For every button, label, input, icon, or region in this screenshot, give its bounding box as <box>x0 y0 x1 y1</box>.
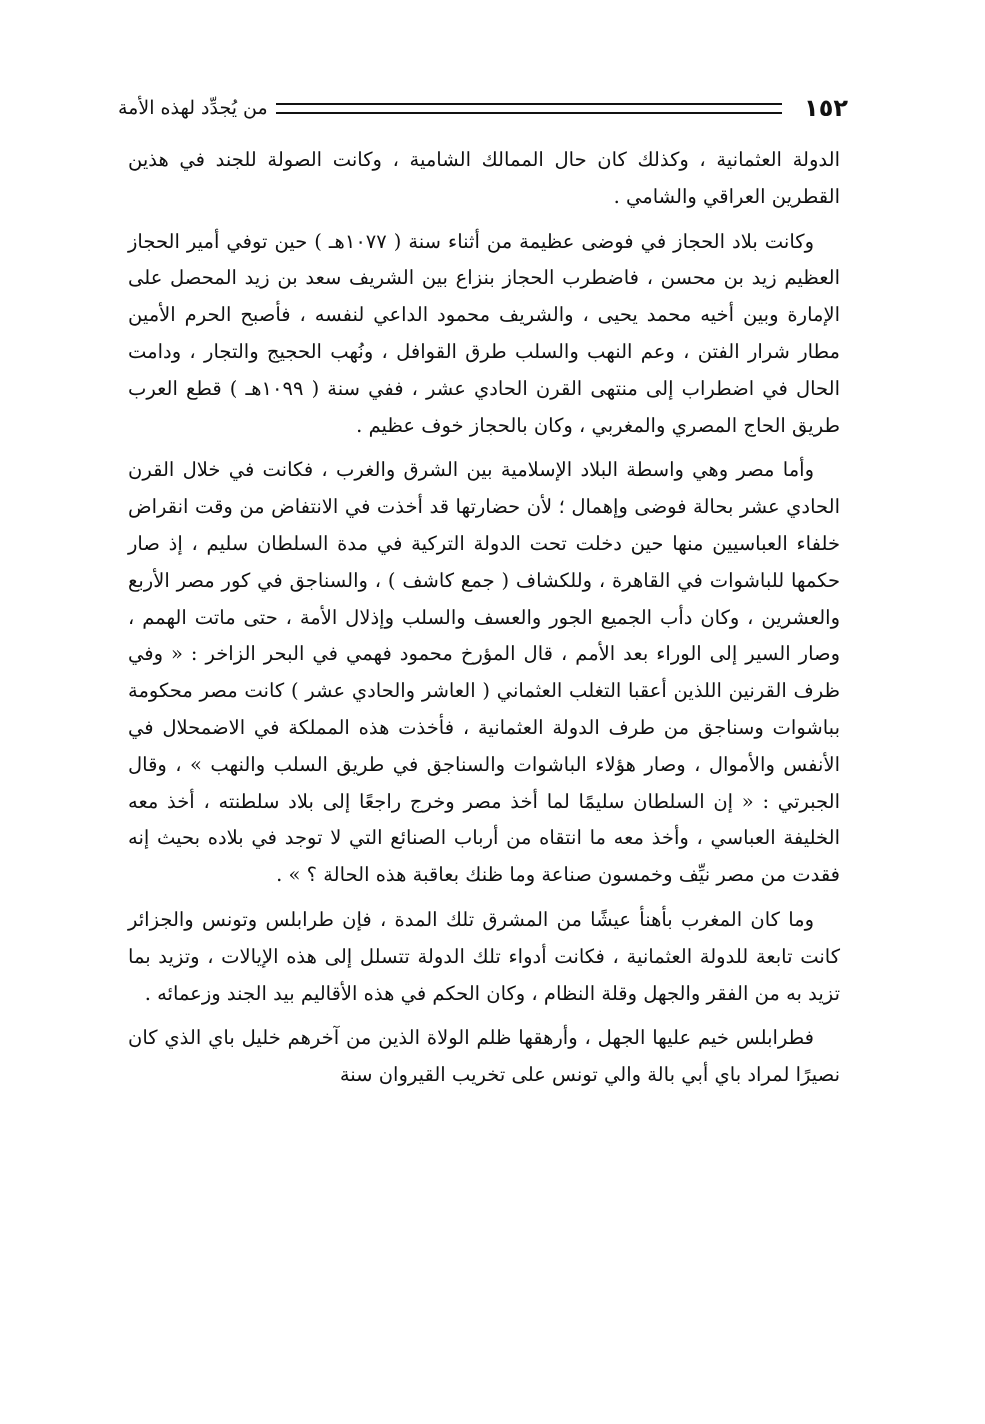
paragraph: وما كان المغرب بأهنأ عيشًا من المشرق تلك المدة ، فإن طرابلس وتونس والجزائر كانت تابعة للدولة العثمانية ، فكانت أدواء تلك الدولة تتسلل إلى هذه الإيالات ، وتزيد بما تزيد به من الفقر والجهل وقلة النظام ، وكان الحكم في هذه الأقاليم بيد الجند وزعمائه . <box>128 907 840 1005</box>
body-text <box>128 142 840 1094</box>
header-double-rule <box>276 103 782 114</box>
paragraph: الدولة العثمانية ، وكذلك كان حال الممالك الشامية ، وكانت الصولة للجند في هذين القطرين العراقي والشامي . <box>128 148 840 208</box>
running-title: من يُجدِّد لهذه الأمة <box>118 97 268 119</box>
paragraph: وأما مصر وهي واسطة البلاد الإسلامية بين الشرق والغرب ، فكانت في خلال القرن الحادي عشر بحالة فوضى وإهمال ؛ لأن حضارتها قد أخذت في الانتفاض من وقت انقراض خلفاء العباسيين منها حين دخلت تحت الدولة التركية في مدة السلطان سليم ، إذ صار حكمها للباشوات في القاهرة ، وللكشاف ( جمع كاشف ) ، والسناجق في كور مصر الأربع والعشرين ، وكان دأب الجميع الجور والعسف والسلب وإذلال الأمة ، حتى ماتت الهمم ، وصار السير إلى الوراء بعد الأمم ، قال المؤرخ محمود فهمي في البحر الزاخر : « وفي ظرف القرنين اللذين أعقبا التغلب العثماني ( العاشر والحادي عشر ) كانت مصر محكومة بباشوات وسناجق من طرف الدولة العثمانية ، فأخذت هذه المملكة في الاضمحلال في الأنفس والأموال ، وصار هؤلاء الباشوات والسناجق في طريق السلب والنهب » ، وقال الجبرتي : « إن السلطان سليمًا لما أخذ مصر وخرج راجعًا إلى بلاد سلطنته ، أخذ معه الخليفة العباسي ، وأخذ معه ما انتقاه من أرباب الصنائع التي لا توجد في بلاده بحيث إنه فقدت من مصر نيِّف وخمسون صناعة وما ظنك بعاقبة هذه الحالة ؟ » . <box>128 458 840 887</box>
page-number: ١٥٢ <box>804 94 848 122</box>
paragraph: فطرابلس خيم عليها الجهل ، وأرهقها ظلم الولاة الذين من آخرهم خليل باي الذي كان نصيرًا لمراد باي أبي بالة والي تونس على تخريب القيروان سنة <box>128 1026 840 1087</box>
paragraph: وكانت بلاد الحجاز في فوضى عظيمة من أثناء سنة ( ١٠٧٧هـ ) حين توفي أمير الحجاز العظيم زيد بن محسن ، فاضطرب الحجاز بنزاع بين الشريف سعد بن زيد المحصل على الإمارة وبين أخيه محمد يحيى ، والشريف محمود الداعي لنفسه ، فأصبح الحرم الأمين مطار شرار الفتن ، وعم النهب والسلب طرق القوافل ، ونُهب الحجيج والتجار ، ودامت الحال في اضطراب إلى منتهى القرن الحادي عشر ، ففي سنة ( ١٠٩٩هـ ) قطع العرب طريق الحاج المصري والمغربي ، وكان بالحجاز خوف عظيم . <box>128 229 840 437</box>
page-header <box>118 88 848 128</box>
